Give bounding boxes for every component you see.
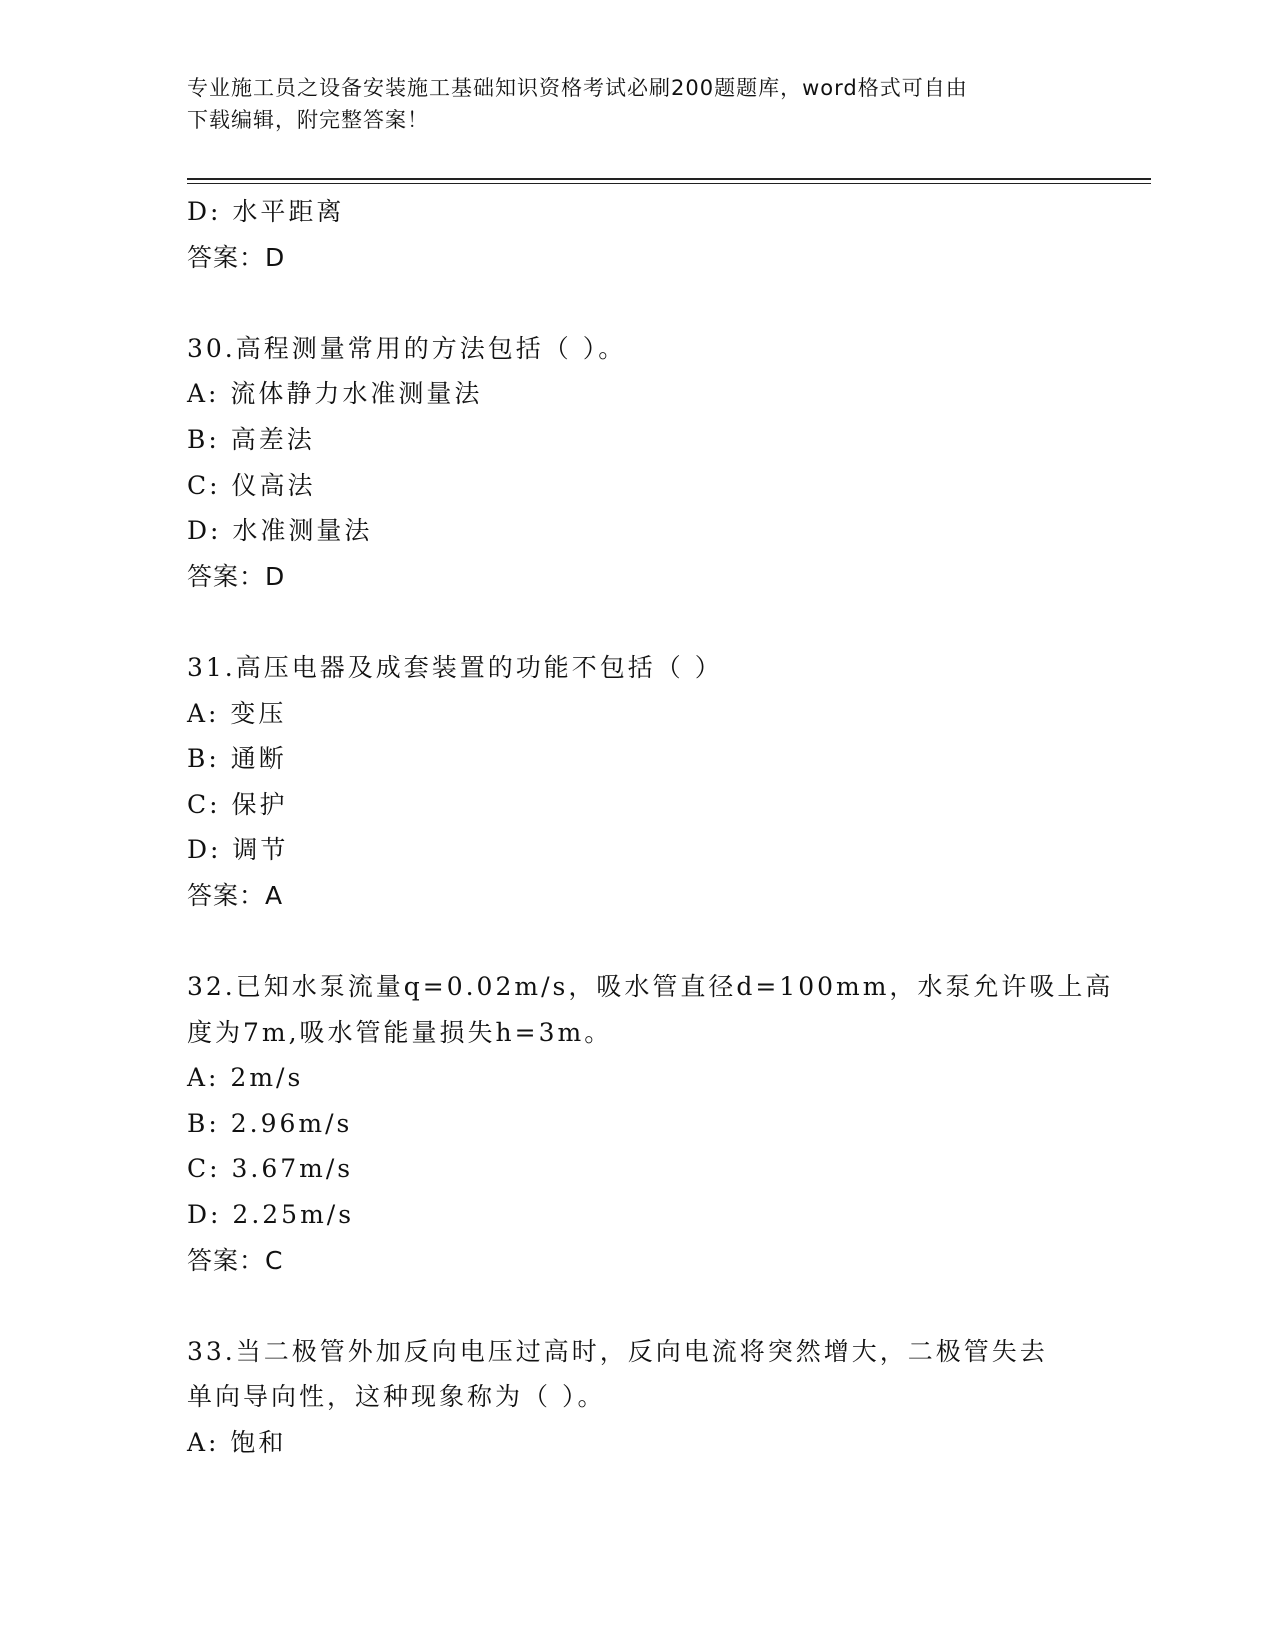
option-d: D: 调节 [187,835,289,865]
header-line-1: 专业施工员之设备安装施工基础知识资格考试必刷200题题库，word格式可自由 [187,76,968,100]
question-stem-continued: 单向导向性，这种现象称为（ ）。 [187,1382,606,1412]
answer-line: 答案：D [187,561,286,591]
option-a: A: 饱和 [187,1428,287,1458]
question-stem-continued: 度为7m,吸水管能量损失h=3m。 [187,1017,613,1047]
option-d: D: 2.25m/s [187,1200,355,1230]
question-32 [187,964,1114,1283]
document-header [187,72,1087,136]
question-stem: 33.当二极管外加反向电压过高时，反向电流将突然增大，二极管失去 [187,1336,1048,1366]
question-stem: 30.高程测量常用的方法包括（ ）。 [187,333,627,363]
question-30 [187,326,1087,600]
header-divider-thick [187,178,1151,180]
question-33 [187,1329,1087,1466]
question-stem: 32.已知水泵流量q=0.02m/s，吸水管直径d=100mm，水泵允许吸上高 [187,972,1114,1002]
option-c: C: 3.67m/s [187,1154,354,1184]
answer-line: 答案：D [187,242,286,272]
answer-line: 答案：A [187,880,284,910]
option-a: A: 变压 [187,698,287,728]
answer-line: 答案：C [187,1245,284,1275]
option-d: D: 水准测量法 [187,516,373,546]
option-d: D: 水平距离 [187,197,345,226]
option-c: C: 仪高法 [187,470,316,500]
question-content [187,189,1114,1466]
question-31 [187,645,1087,919]
option-c: C: 保护 [187,789,288,819]
option-b: B: 高差法 [187,424,315,454]
option-b: B: 通断 [187,744,287,774]
header-line-2: 下载编辑，附完整答案！ [187,108,429,132]
option-b: B: 2.96m/s [187,1108,353,1138]
header-divider-thin [187,183,1151,184]
option-a: A: 2m/s [187,1063,304,1093]
option-a: A: 流体静力水准测量法 [187,379,483,409]
question-stem: 31.高压电器及成套装置的功能不包括（ ） [187,652,723,682]
